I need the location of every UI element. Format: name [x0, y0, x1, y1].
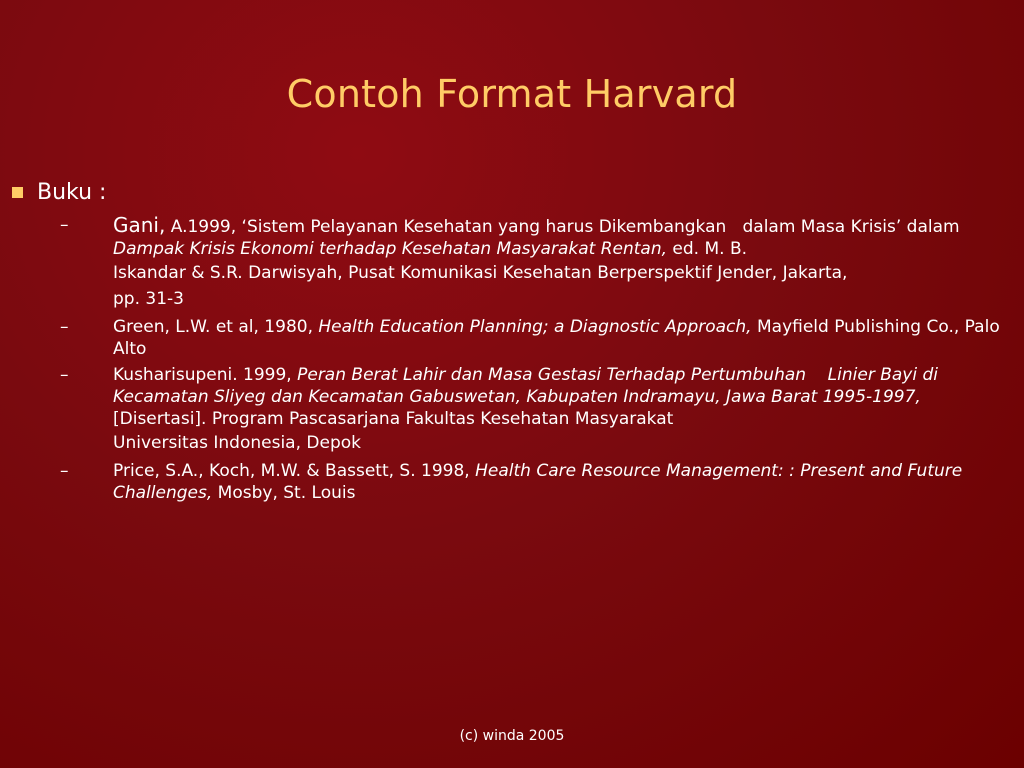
dash-marker: –	[60, 461, 69, 481]
reference-text: Mosby, St. Louis	[212, 483, 356, 503]
reference-text-line: pp. 31-3	[113, 289, 184, 309]
dash-marker: –	[60, 365, 69, 385]
bullet-label: Buku :	[37, 180, 107, 205]
reference-text: ed. M. B.	[667, 239, 748, 259]
reference-text: Price, S.A., Koch, M.W. & Bassett, S. 1998,	[113, 461, 476, 481]
reference-text: [Disertasi]. Program Pascasarjana Fakultas Kesehatan Masyarakat	[113, 409, 674, 429]
reference-text: Kusharisupeni. 1999,	[113, 365, 298, 385]
reference-item	[60, 364, 1000, 456]
slide-title: Contoh Format Harvard	[286, 72, 738, 116]
square-bullet-icon	[12, 187, 23, 198]
reference-item	[60, 460, 1000, 504]
reference-author: Gani,	[113, 213, 166, 237]
reference-text: Green, L.W. et al, 1980,	[113, 317, 319, 337]
reference-item	[60, 214, 1000, 312]
dash-marker: –	[60, 215, 69, 235]
reference-item	[60, 316, 1000, 360]
reference-title-italic: Health Education Planning; a Diagnostic Approach,	[318, 317, 752, 337]
reference-text-line: Iskandar & S.R. Darwisyah, Pusat Komunikasi Kesehatan Berperspektif Jender, Jakarta,	[113, 263, 848, 283]
reference-text: Mayfield Publishing Co., Palo Alto	[113, 317, 1000, 359]
slide-footer: (c) winda 2005	[459, 728, 565, 744]
dash-marker: –	[60, 317, 69, 337]
reference-title-italic: Health Care Resource Management: : Present and Future Challenges,	[113, 461, 963, 503]
bullet-item-buku	[12, 180, 106, 205]
reference-title-italic: Dampak Krisis Ekonomi terhadap Kesehatan Masyarakat Rentan,	[113, 239, 668, 259]
reference-list	[60, 214, 1000, 508]
reference-text: A.1999, ‘Sistem Pelayanan Kesehatan yang harus Dikembangkan dalam Masa Krisis’ dalam	[165, 217, 960, 237]
reference-title-italic: Peran Berat Lahir dan Masa Gestasi Terhadap Pertumbuhan Linier Bayi di Kecamatan Sliyeg dan Kecamatan Gabuswetan, Kabupaten Indramayu, Jawa Barat 1995-1997,	[113, 365, 938, 407]
reference-text-line: Universitas Indonesia, Depok	[113, 433, 361, 453]
